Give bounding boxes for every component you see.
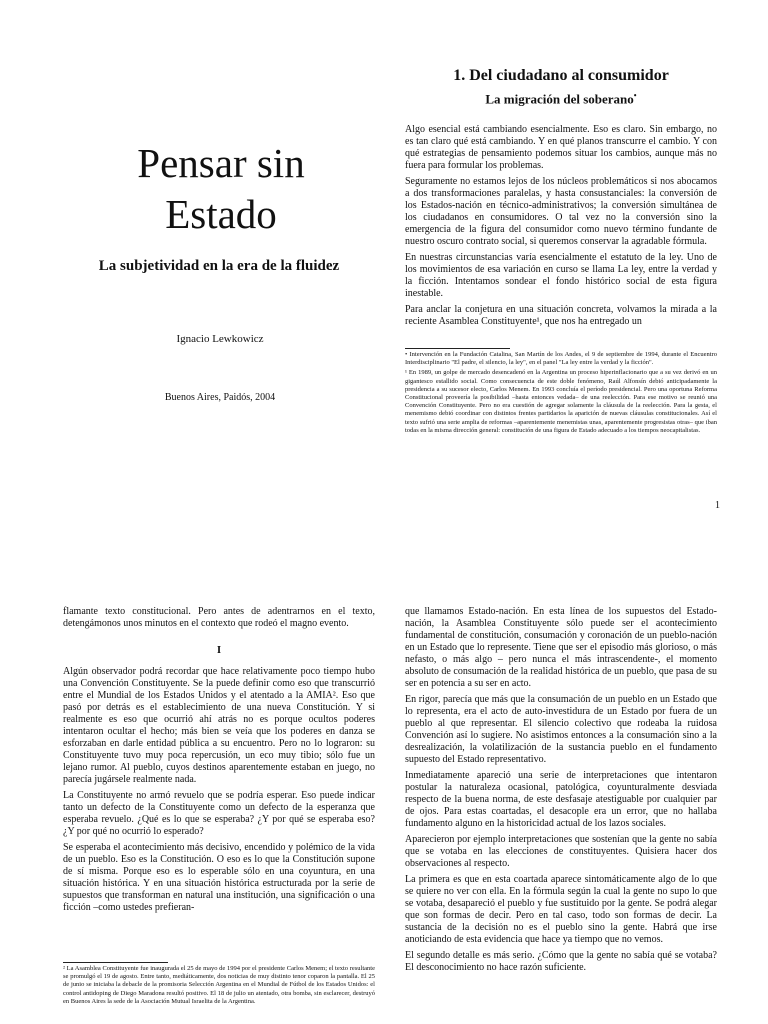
page-gap bbox=[0, 530, 768, 598]
page-two bbox=[0, 598, 768, 1024]
footnote: ¹ En 1989, un golpe de mercado desencadenó en la Argentina un proceso hiperinflacionario que a su vez derivó en un gigantesco estallido social. Como consecuencia de este doble fenómeno, Raúl Alfonsín debió anticipadamente la presidencia a su sucesor electo, Carlos Menem. En 1993 concluía el período presidencial. Pero una oportuna Reforma Constitucional proveería la posibilidad –hasta entonces vedada– de una reelección. Para ese motivo se reunió una Convención Constituyente. Pero no era cuestión de agregar solamente la cláusula de la reelección. Para la gesta, el menemismo debió coordinar con distintos frentes partidarios la aparición de nuevas cláusulas constitucionales. Así el texto sufrió una serie amplia de reformas –aparentemente menemistas unas, aparentemente progresistas otras– que iban todas en la misma dirección general: constitución de una figura de Estado adecuado a los tiempos neocapitalistas. bbox=[405, 369, 717, 434]
paragraph: La Constituyente no armó revuelo que se podría esperar. Eso puede indicar tanto un defecto de la Constituyente como un defecto de la esperanza que esperaba revuelo. ¿Qué es lo que se esperaba? ¿Y por qué se esperaba eso? ¿Y por qué no ocurrió lo esperado? bbox=[63, 790, 375, 837]
book-title: Pensar sin Estado bbox=[137, 140, 305, 237]
page-two-right-column bbox=[405, 606, 717, 1024]
paragraph: Se esperaba el acontecimiento más decisivo, encendido y polémico de la vida de un pueblo. Eso es la Constitución. O eso es lo que la Constitución supone de sí misma. Porque eso es lo esperable sólo en una coyuntura, en una situación histórica. Y en una situación histórica estructurada por la serie de supuestos que transforman en natural una institución, una significación o una ficción –como ustedes prefieran- bbox=[63, 842, 375, 913]
footnote-divider bbox=[63, 962, 168, 963]
chapter-title: 1. Del ciudadano al consumidor bbox=[453, 67, 669, 84]
footnote-marker: • bbox=[633, 91, 637, 100]
chapter-subtitle bbox=[405, 91, 717, 107]
footnote: ² La Asamblea Constituyente fue inaugurada el 25 de mayo de 1994 por el presidente Carlos Menem; el texto resultante se promulgó el 19 de agosto. Entre tanto, mediáticamente, dos noticias de muy distinto tenor coparon la pantalla. El 25 de junio se iniciaba la debacle de la promisoria Selección Argentina en el Mundial de Fútbol de los Estados Unidos: el control antidoping de Diego Maradona resultó positivo. El 18 de julio un atentado, otra bomba, sin esclarecer, destruyó en Buenos Aires la sede de la Asociación Mutual Israelita de la Argentina. bbox=[63, 965, 375, 1005]
paragraph: Algún observador podrá recordar que hace relativamente poco tiempo hubo una Convención Constituyente. Se la puede definir como eso que transcurrió entre el Mundial de los Estados Unidos y el atentado a la AMIA². Eso que pasó por detrás es el establecimiento de una nueva Constitución. Y si realmente es eso que ocurrió ahí atrás no es porque ocultos poderes intentaron ocultar el hecho; más bien se veía que los poderes en danza se esforzaban en darle entidad pública a su encuentro. Pero no lo lograron: su Constituyente tuvo muy poca repercusión, un eco muy tibio; sólo fue un lejano rumor. Al pueblo, cuyos destinos aparentemente estaban en juego, no parecía jugársele realmente nada. bbox=[63, 666, 375, 785]
page-one-footnotes bbox=[405, 351, 717, 493]
paragraph: La primera es que en esta coartada aparece sintomáticamente algo de lo que se quiere no ver con ella. En la fórmula según la cual la gente no supo lo que se votaba, desapareció el pueblo y fue sustituido por la gente. Se podrá alegar que son formas de decir. Pero en tal caso, todo son formas de decir. La sustancia de la decisión no es el pueblo sino la gente. Habrá que irse anoticiando de esta evidencia que hace ya tiempo que no vemos. bbox=[405, 874, 717, 945]
paragraph: flamante texto constitucional. Pero antes de adentrarnos en el texto, detengámonos unos minutos en el contexto que rodeó el magno evento. bbox=[63, 606, 375, 629]
paragraph: En nuestras circunstancias varía esencialmente el estatuto de la ley. Uno de los movimientos de esa variación en curso se llama La ley, entre la verdad y la ficción. Intentamos sondear el fondo histórico social de esta figura inestable. bbox=[405, 252, 717, 299]
footnote: • Intervención en la Fundación Catalina, San Martín de los Andes, el 9 de septiembre de 1994, durante el Encuentro Interdisciplinario "El padre, el silencio, la ley", en el panel "La ley entre la verdad y la ficción". bbox=[405, 351, 717, 367]
chapter-subtitle-text: La migración del soberano bbox=[485, 91, 634, 107]
book-publisher: Buenos Aires, Paidós, 2004 bbox=[164, 392, 276, 403]
book-author: Ignacio Lewkowicz bbox=[176, 333, 264, 345]
paragraph: Seguramente no estamos lejos de los núcleos problemáticos si nos abocamos a dos transformaciones paralelas, y hasta consustanciales: la conversión de los Estados-nación en técnico-administrativos; la conversión simultánea de los ciudadanos en consumidores. O tal vez no la conversión sino la emergencia de la figura del consumidor como nuevo término fundante de nuestro oscuro contrato social, si queremos conservar la agradable fórmula. bbox=[405, 176, 717, 247]
paragraph: Inmediatamente apareció una serie de interpretaciones que intentaron postular la naturaleza ocasional, patológica, coyunturalmente desviada respecto de la buena norma, de este desfasaje atestiguable por cualquier par de ojos. Para estas coartadas, el desacople era un error, que no hallaba fundamento alguno en la historicidad actual de los lazos sociales. bbox=[405, 770, 717, 829]
page-two-footnote bbox=[63, 965, 375, 1024]
paragraph: En rigor, parecía que más que la consumación de un pueblo en un Estado que lo representa, era el acto de auto-investidura de un Estado por fuera de un pueblo al que representar. El silencio colectivo que rodeaba la ruidosa Convención así lo sugiere. No asistimos entonces a la consumación sino a la desrealización, la volatilización de la sustancia pueblo en el fundamento supuesto del Estado representativo. bbox=[405, 694, 717, 765]
paragraph: Para anclar la conjetura en una situación concreta, volvamos la mirada a la reciente Asamblea Constituyente¹, que nos ha entregado un bbox=[405, 304, 717, 327]
paragraph: Algo esencial está cambiando esencialmente. Eso es claro. Sin embargo, no es tan claro qué está cambiando. Y en qué planos transcurre el cambio. Y con qué estrategias de pensamiento podemos situar los cambios, aunque más no fuera para formular los problemas. bbox=[405, 124, 717, 171]
paragraph: que llamamos Estado-nación. En esta línea de los supuestos del Estado-nación, la Asamblea Constituyente sólo puede ser el acontecimiento fundamental de constitución, consumación y coronación de un pueblo-nación en un Estado que lo represente. Tiene que ser el episodio más glorioso, o más nefasto, o más algo – pero nunca el más intrascendente-, el momento absoluto de consumación de la realidad histórica de un pueblo, que pasa de su ser en potencia a su ser en acto. bbox=[405, 606, 717, 689]
section-heading: I bbox=[216, 644, 222, 656]
paragraph: Aparecieron por ejemplo interpretaciones que sostenían que la gente no sabía que se votaba en las elecciones de constituyentes. Quisiera hacer dos observaciones al respecto. bbox=[405, 834, 717, 869]
page-number: 1 bbox=[715, 500, 720, 511]
paragraph: El segundo detalle es más serio. ¿Cómo que la gente no sabía qué se votaba? El desconocimiento no hace razón suficiente. bbox=[405, 950, 717, 973]
footnote-divider bbox=[405, 348, 510, 349]
book-subtitle: La subjetividad en la era de la fluidez bbox=[98, 258, 340, 274]
page-one-body bbox=[405, 124, 717, 349]
